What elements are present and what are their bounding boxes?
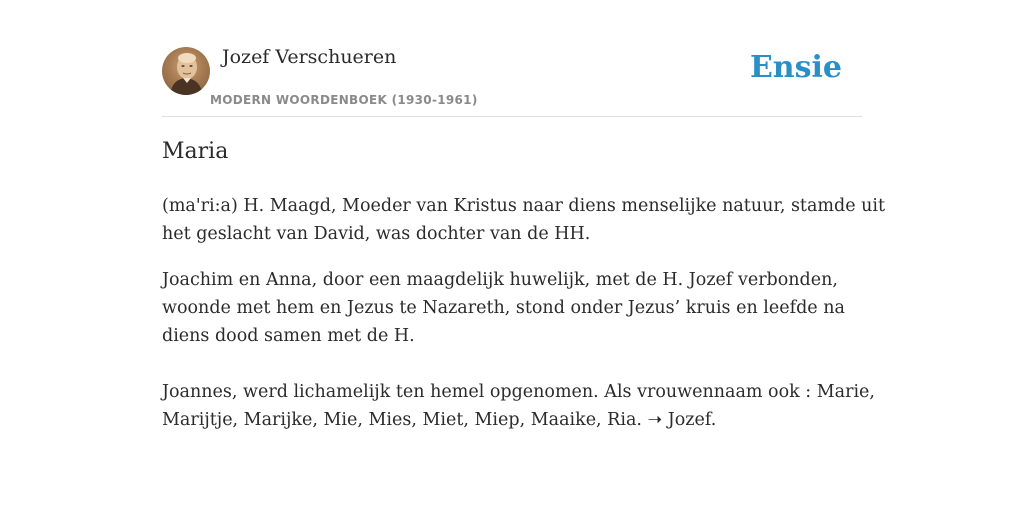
author-avatar[interactable] xyxy=(162,47,210,95)
entry-paragraph xyxy=(162,266,862,350)
paragraph-line: Marijtje, Marijke, Mie, Mies, Miet, Miep, Maaike, Ria. ➝ Jozef. xyxy=(162,410,717,430)
entry-paragraph xyxy=(162,192,886,248)
entry-paragraph xyxy=(162,378,875,434)
entry-title: Maria xyxy=(162,139,229,164)
paragraph-line: (ma'ri:a) H. Maagd, Moeder van Kristus naar diens menselijke natuur, stamde uit xyxy=(162,196,886,216)
paragraph-line: diens dood samen met de H. xyxy=(162,326,415,346)
source-label: MODERN WOORDENBOEK (1930-1961) xyxy=(210,93,478,107)
author-name-link[interactable]: Jozef Verschueren xyxy=(222,46,397,68)
paragraph-line: woonde met hem en Jezus te Nazareth, stond onder Jezus’ kruis en leefde na xyxy=(162,298,845,318)
paragraph-line: het geslacht van David, was dochter van de HH. xyxy=(162,224,591,244)
portrait-image xyxy=(162,47,210,95)
paragraph-line: Joachim en Anna, door een maagdelijk huwelijk, met de H. Jozef verbonden, xyxy=(162,270,838,290)
ensie-logo-link[interactable]: Ensie xyxy=(749,50,842,85)
header xyxy=(162,44,862,117)
paragraph-line: Joannes, werd lichamelijk ten hemel opgenomen. Als vrouwennaam ook : Marie, xyxy=(162,382,875,402)
